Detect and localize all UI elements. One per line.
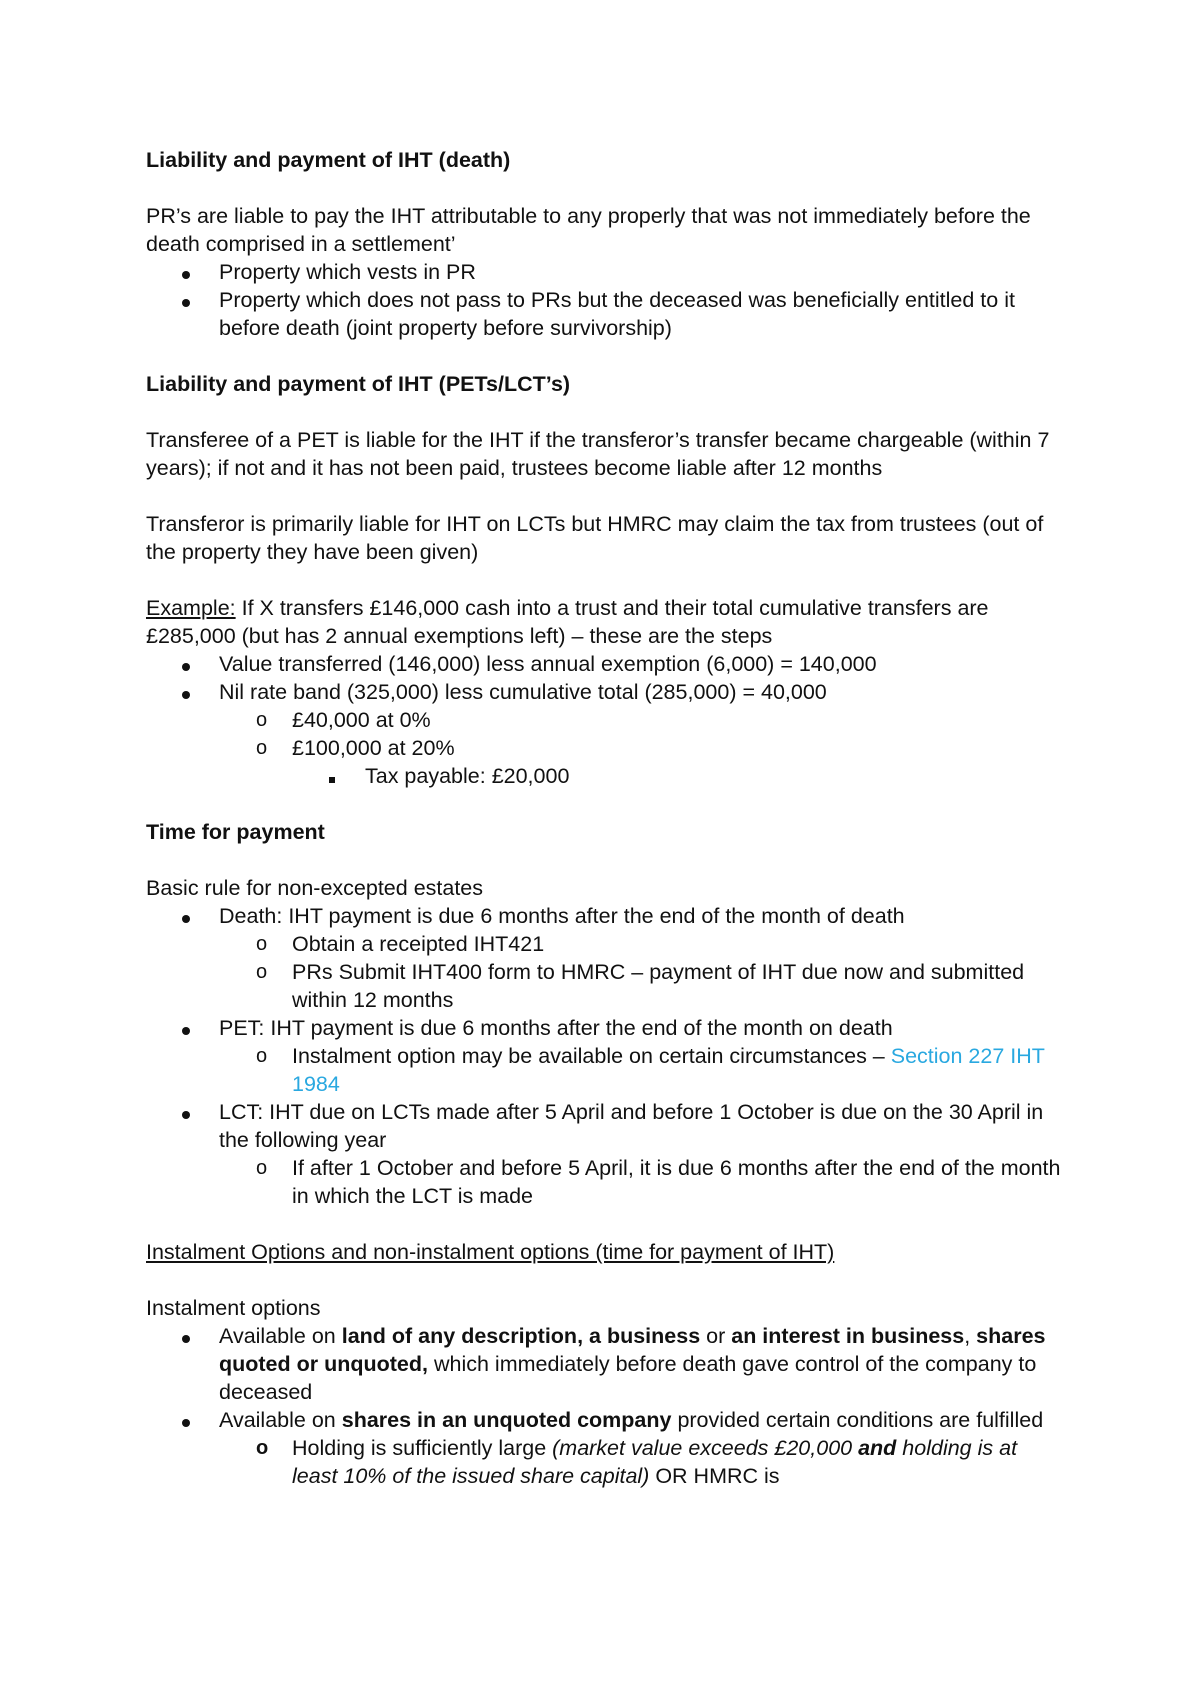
intro-paragraph: PR’s are liable to pay the IHT attributable to any properly that was not immediately before the death comprised in a settlement’ bbox=[146, 204, 1031, 256]
circle-bullet-icon: o bbox=[256, 1045, 268, 1067]
example-text: If X transfers £146,000 cash into a trust and their total cumulative transfers are £285,000 (but has 2 annual exemptions left) – these are the steps bbox=[146, 596, 989, 648]
heading-instalment-options: Instalment Options and non-instalment options (time for payment of IHT) bbox=[146, 1240, 835, 1264]
example-paragraph bbox=[146, 594, 1066, 650]
bullet-dot-icon bbox=[182, 1335, 190, 1343]
list-item: o Instalment option may be available on certain circumstances – Section 227 IHT 1984 bbox=[256, 1044, 1045, 1096]
list-item: PET: IHT payment is due 6 months after the end of the month on death bbox=[146, 1014, 1066, 1042]
circle-bullet-icon: o bbox=[256, 737, 268, 759]
list-item: LCT: IHT due on LCTs made after 5 April and before 1 October is due on the 30 April in the following year bbox=[146, 1098, 1066, 1154]
list-item: o Obtain a receipted IHT421 bbox=[256, 932, 545, 956]
bullet-dot-icon bbox=[182, 271, 190, 279]
list-item: o Holding is sufficiently large (market value exceeds £20,000 and holding is at least 10% of the issued share capital) OR HMRC is bbox=[256, 1436, 1018, 1488]
bullet-dot-icon bbox=[182, 1027, 190, 1035]
list-item: o PRs Submit IHT400 form to HMRC – payment of IHT due now and submitted within 12 months bbox=[256, 960, 1025, 1012]
bullet-dot-icon bbox=[182, 299, 190, 307]
list-item: Available on shares in an unquoted company provided certain conditions are fulfilled bbox=[146, 1406, 1066, 1434]
circle-bullet-icon: o bbox=[256, 709, 268, 731]
circle-bullet-icon: o bbox=[256, 961, 268, 983]
list-item: o If after 1 October and before 5 April, it is due 6 months after the end of the month in which the LCT is made bbox=[256, 1156, 1061, 1208]
pet-paragraph: Transferee of a PET is liable for the IHT if the transferor’s transfer became chargeable (within 7 years); if not and it has not been paid, trustees become liable after 12 months bbox=[146, 428, 1050, 480]
heading-liability-death: Liability and payment of IHT (death) bbox=[146, 148, 511, 172]
heading-liability-pets-lcts: Liability and payment of IHT (PETs/LCT’s) bbox=[146, 372, 571, 396]
list-item: o £40,000 at 0% bbox=[256, 708, 431, 732]
section-227-link[interactable]: Section 227 IHT 1984 bbox=[292, 1044, 1045, 1096]
list-item: Property which vests in PR bbox=[146, 258, 1066, 286]
list-item: Nil rate band (325,000) less cumulative total (285,000) = 40,000 bbox=[146, 678, 1066, 706]
bullet-dot-icon bbox=[182, 663, 190, 671]
instalment-options-list bbox=[146, 1322, 1066, 1490]
circle-bullet-icon: o bbox=[256, 1157, 268, 1179]
bullet-dot-icon bbox=[182, 1419, 190, 1427]
list-item: Death: IHT payment is due 6 months after the end of the month of death bbox=[146, 902, 1066, 930]
example-steps-list bbox=[146, 650, 1066, 790]
bullet-dot-icon bbox=[182, 915, 190, 923]
example-label: Example: bbox=[146, 596, 236, 620]
list-item: Tax payable: £20,000 bbox=[146, 762, 1066, 790]
list-item: Available on land of any description, a business or an interest in business, shares quoted or unquoted, which immediately before death gave control of the company to deceased bbox=[146, 1322, 1066, 1406]
basic-rule-paragraph: Basic rule for non-excepted estates bbox=[146, 876, 484, 900]
bullet-dot-icon bbox=[182, 1111, 190, 1119]
list-item: Property which does not pass to PRs but the deceased was beneficially entitled to it before death (joint property before survivorship) bbox=[146, 286, 1066, 342]
list-item: Value transferred (146,000) less annual exemption (6,000) = 140,000 bbox=[146, 650, 1066, 678]
document-page bbox=[146, 146, 1066, 1490]
death-property-list bbox=[146, 258, 1066, 342]
bullet-dot-icon bbox=[182, 691, 190, 699]
circle-bullet-icon: o bbox=[256, 933, 268, 955]
instalment-options-subheading: Instalment options bbox=[146, 1296, 321, 1320]
lct-paragraph: Transferor is primarily liable for IHT on LCTs but HMRC may claim the tax from trustees (out of the property they have been given) bbox=[146, 512, 1044, 564]
circle-bullet-icon: o bbox=[256, 1437, 269, 1459]
heading-time-for-payment: Time for payment bbox=[146, 820, 325, 844]
time-for-payment-list bbox=[146, 902, 1066, 1210]
square-bullet-icon bbox=[329, 777, 335, 783]
list-item: o £100,000 at 20% bbox=[256, 736, 455, 760]
